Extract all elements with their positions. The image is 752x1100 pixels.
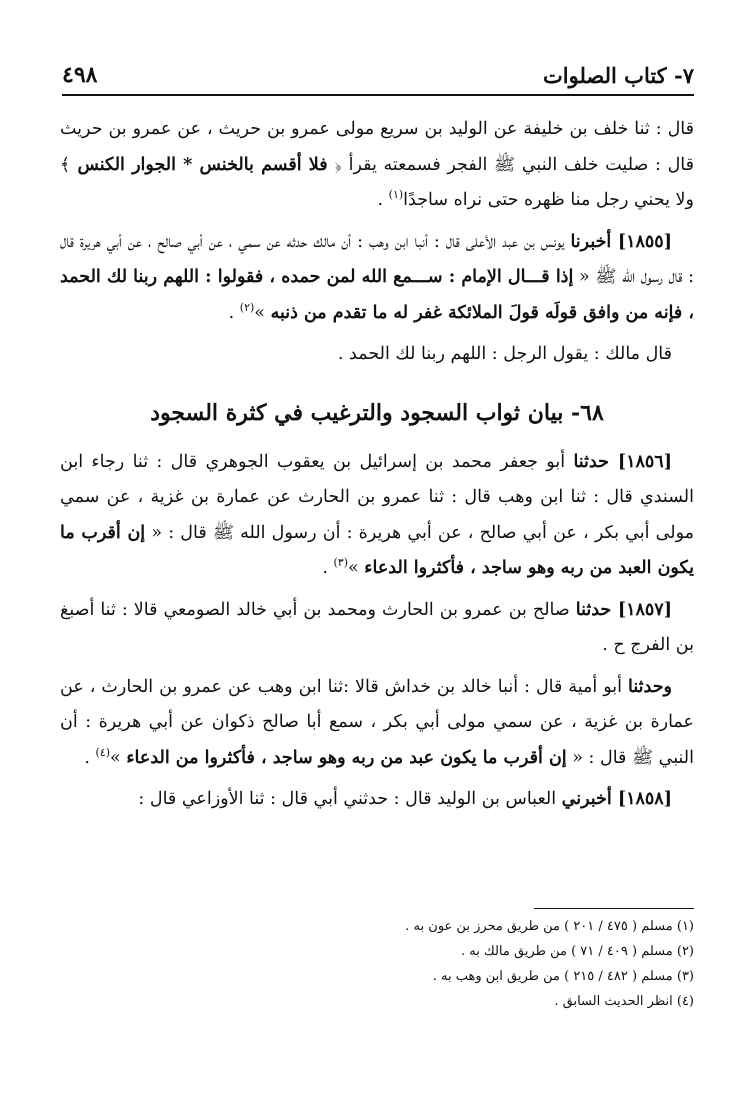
isnad-text: يونس بن عبد الأعلى قال : أنبا ابن وهب : أن مالك حدثه عن سمي ، عن أبي صالح ، عن أبي هريرة قال : قال رسول الله ﷺ « [60, 231, 694, 287]
matn-text: إذا قـــال الإمام : ســـمع الله لمن حمده ، فقولوا : اللهم ربنا لك الحمد ، فإنه من وافق قولَه قولَ الملائكة غفر له ما تقدم من ذنبه [60, 267, 694, 323]
text-run: . [228, 302, 240, 323]
narration-lead: أخبرنا [570, 231, 618, 252]
footnote-ref: (١) [388, 188, 404, 202]
matn-text: إن أقرب ما يكون العبد من ربه وهو ساجد ، فأكثروا الدعاء [60, 522, 694, 578]
text-run: » [110, 747, 127, 768]
section-title: ٦٨- بيان ثواب السجود والترغيب في كثرة السجود [150, 399, 604, 426]
text-run: . [84, 747, 96, 768]
footnotes [60, 914, 694, 1014]
isnad-text: العباس بن الوليد قال : حدثني أبي قال : ثنا الأوزاعي قال : [138, 789, 562, 809]
paragraph-1 [60, 112, 694, 219]
isnad-text: أبو أمية قال : أنبا خالد بن خداش قالا :ثنا ابن وهب عن عمرو بن الحارث ، عن عمارة بن غزية ، عن سمي مولى أبي بكر ، سمع أبا صالح ذكوان عن أبي هريرة : أن النبي ﷺ قال : « [60, 676, 694, 768]
hadith-number: [١٨٥٦] [617, 451, 672, 472]
text-run: قال مالك : يقول الرجل : اللهم ربنا لك الحمد . [337, 344, 672, 364]
text-run: . [377, 190, 389, 210]
text-run: » [254, 302, 271, 323]
isnad-text: صالح بن عمرو بن الحارث ومحمد بن أبي خالد الصومعي قالا : ثنا أصبغ بن الفرج ح . [60, 599, 694, 655]
narration-lead: أخبرني [561, 789, 618, 809]
footnote-1: (١) مسلم ( ٤٧٥ / ٢٠١ ) من طريق محرز بن عون به . [405, 919, 694, 934]
page-header [62, 60, 694, 96]
text-run: . [322, 558, 334, 578]
book-title: ٧- كتاب الصلوات [543, 63, 694, 88]
footnote-4: (٤) انظر الحديث السابق . [554, 994, 694, 1009]
hadith-number: [١٨٥٥] [617, 231, 672, 252]
hadith-number: [١٨٥٨] [617, 789, 672, 809]
text-run: قال : ثنا خلف بن خليفة عن الوليد بن سريع مولى عمرو بن حريث ، عن عمرو بن حريث قال : صليت خلف النبي ﷺ الفجر فسمعته يقرأ ﴿ [60, 119, 694, 175]
hadith-1857 [60, 593, 694, 664]
footnote-2: (٢) مسلم ( ٤٠٩ / ٧١ ) من طريق مالك به . [461, 944, 694, 959]
page-number: ٤٩٨ [62, 62, 98, 88]
isnad-text: أبو جعفر محمد بن إسرائيل بن يعقوب الجوهري قال : ثنا رجاء ابن السندي قال : ثنا ابن وهب قال : ثنا عمرو بن الحارث عن عمارة بن غزية ، عن سمي مولى أبي بكر ، عن أبي صالح ، عن أبي هريرة : أن رسول الله ﷺ قال : « [60, 451, 694, 543]
narration-lead: وحدثنا [628, 676, 672, 697]
text-run: ﴾ ولا يحني رجل منا ظهره حتى نراه ساجدًا [60, 154, 694, 210]
narration-lead: حدثنا [575, 599, 618, 620]
hadith-1857-second-chain [60, 670, 694, 777]
matn-text: إن أقرب ما يكون عبد من ربه وهو ساجد ، فأكثروا من الدعاء [126, 747, 567, 768]
hadith-1858 [60, 782, 694, 818]
footnote-ref: (٢) [239, 300, 255, 314]
main-text [60, 112, 694, 824]
footnote-ref: (٣) [333, 556, 349, 570]
text-run: » [348, 558, 365, 578]
footnote-3: (٣) مسلم ( ٤٨٢ / ٢١٥ ) من طريق ابن وهب به . [432, 969, 694, 984]
narration-lead: حدثنا [573, 451, 618, 472]
footnote-ref: (٤) [95, 745, 111, 759]
paragraph-malik [60, 337, 694, 373]
quran-verse: فلا أقسم بالخنس * الجوار الكنس [70, 154, 335, 175]
hadith-1856 [60, 445, 694, 587]
footnote-divider [534, 908, 694, 909]
hadith-1855 [60, 225, 694, 332]
hadith-number: [١٨٥٧] [617, 599, 672, 620]
